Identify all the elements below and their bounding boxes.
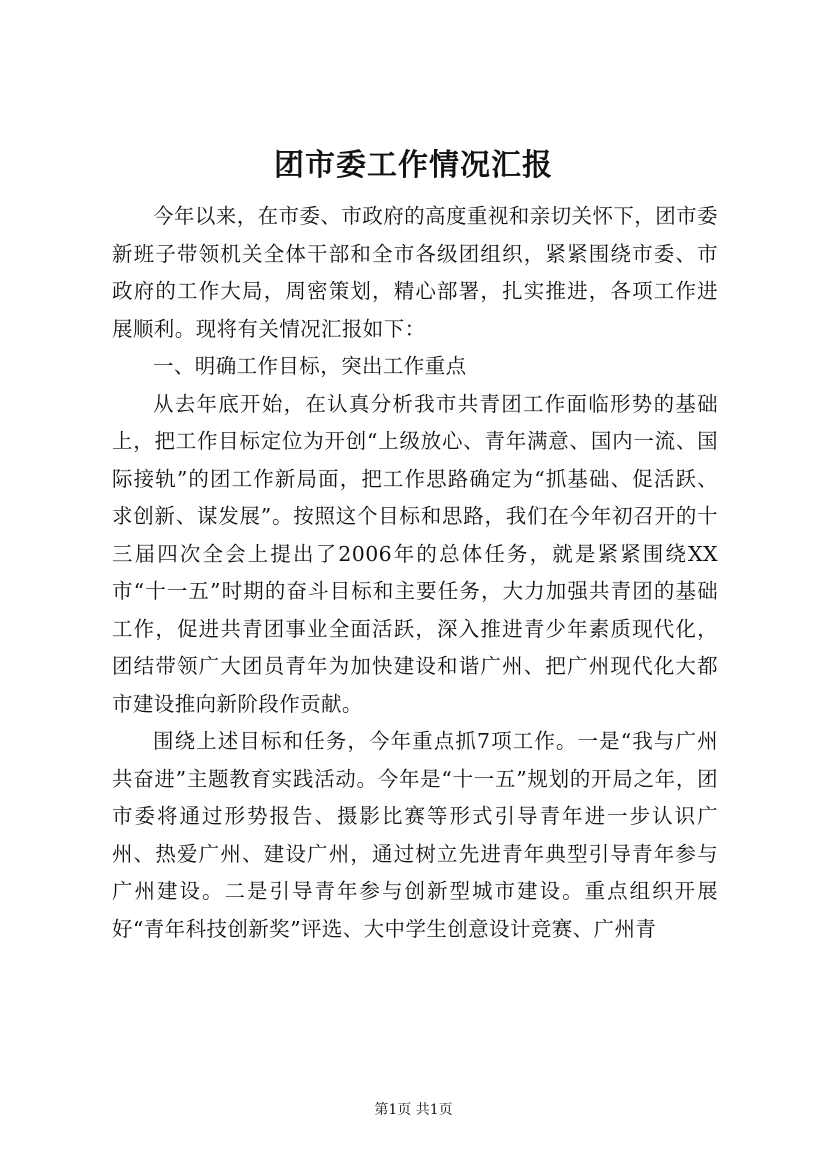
section-heading: 一、明确工作目标，突出工作重点 (153, 354, 467, 378)
document-title: 团市委工作情况汇报 (274, 148, 553, 183)
page-footer: 第1页 共1页 (374, 1102, 453, 1118)
document-body (112, 198, 718, 948)
paragraph-intro: 今年以来，在市委、市政府的高度重视和亲切关怀下，团市委新班子带领机关全体干部和全市各级团组织，紧紧围绕市委、市政府的工作大局，周密策划，精心部署，扎实推进，各项工作进展顺利。现将有关情况汇报如下： (112, 204, 718, 341)
paragraph-tasks: 围绕上述目标和任务，今年重点抓7项工作。一是“我与广州共奋进”主题教育实践活动。今年是“十一五”规划的开局之年，团市委将通过形势报告、摄影比赛等形式引导青年进一步认识广州、热爱广州、建设广州，通过树立先进青年典型引导青年参与广州建设。二是引导青年参与创新型城市建设。重点组织开展好“青年科技创新奖”评选、大中学生创意设计竞赛、广州青 (112, 729, 718, 941)
paragraph-goals: 从去年底开始，在认真分析我市共青团工作面临形势的基础上，把工作目标定位为开创“上级放心、青年满意、国内一流、国际接轨”的团工作新局面，把工作思路确定为“抓基础、促活跃、求创新、谋发展”。按照这个目标和思路，我们在今年初召开的十三届四次全会上提出了2006年的总体任务，就是紧紧围绕XX市“十一五”时期的奋斗目标和主要任务，大力加强共青团的基础工作，促进共青团事业全面活跃，深入推进青少年素质现代化，团结带领广大团员青年为加快建设和谐广州、把广州现代化大都市建设推向新阶段作贡献。 (112, 391, 718, 716)
